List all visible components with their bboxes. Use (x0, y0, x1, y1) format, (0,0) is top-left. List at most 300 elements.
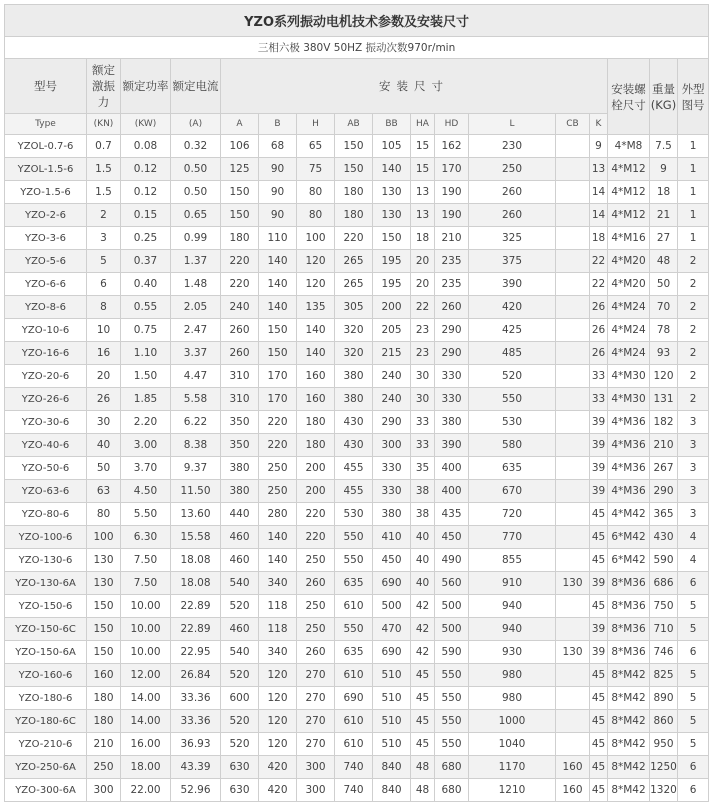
model-cell: YZOL-0.7-6 (5, 135, 87, 158)
table-cell: 0.50 (171, 181, 221, 204)
table-cell (556, 181, 590, 204)
table-cell: 590 (650, 549, 678, 572)
table-cell: 680 (435, 756, 469, 779)
table-cell: 42 (411, 618, 435, 641)
table-cell: 33 (411, 411, 435, 434)
table-cell: 0.55 (121, 296, 171, 319)
table-cell: 6.22 (171, 411, 221, 434)
table-cell: 10 (87, 319, 121, 342)
table-cell (556, 434, 590, 457)
table-cell: 13 (590, 158, 608, 181)
table-cell: 18 (590, 227, 608, 250)
model-cell: YZO-2-6 (5, 204, 87, 227)
table-cell: 235 (435, 273, 469, 296)
table-cell: 4.50 (121, 480, 171, 503)
table-cell: 13 (411, 204, 435, 227)
model-cell: YZO-30-6 (5, 411, 87, 434)
table-cell: 11.50 (171, 480, 221, 503)
table-cell: 1.37 (171, 250, 221, 273)
table-cell: 690 (373, 572, 411, 595)
model-cell: YZO-300-6A (5, 779, 87, 802)
table-cell: 14.00 (121, 687, 171, 710)
table-cell: 140 (259, 273, 297, 296)
table-row (5, 434, 709, 457)
table-cell: 670 (469, 480, 556, 503)
table-row (5, 664, 709, 687)
table-cell: 13.60 (171, 503, 221, 526)
table-cell: 680 (435, 779, 469, 802)
table-cell (556, 158, 590, 181)
header-model: 型号 (5, 59, 87, 114)
table-cell: 8*M42 (608, 687, 650, 710)
table-cell: 610 (335, 664, 373, 687)
table-cell: 250 (469, 158, 556, 181)
table-cell: 550 (435, 687, 469, 710)
table-cell: 390 (469, 273, 556, 296)
table-cell: 45 (590, 664, 608, 687)
table-cell: 39 (590, 457, 608, 480)
table-cell: 630 (221, 779, 259, 802)
table-cell: 4*M24 (608, 296, 650, 319)
table-cell: 210 (650, 434, 678, 457)
table-cell: 150 (221, 181, 259, 204)
table-cell: 950 (650, 733, 678, 756)
table-cell: 15.58 (171, 526, 221, 549)
table-cell: 530 (335, 503, 373, 526)
table-cell: 840 (373, 756, 411, 779)
table-row (5, 158, 709, 181)
table-cell: 215 (373, 342, 411, 365)
table-cell: 150 (87, 595, 121, 618)
table-cell: 330 (373, 457, 411, 480)
table-cell: 8.38 (171, 434, 221, 457)
table-cell: 2 (87, 204, 121, 227)
table-row (5, 181, 709, 204)
table-cell (556, 135, 590, 158)
table-cell: 0.37 (121, 250, 171, 273)
table-subtitle: 三相六极 380V 50HZ 振动次数970r/min (5, 37, 709, 59)
table-cell: 610 (335, 710, 373, 733)
table-cell: 4*M12 (608, 158, 650, 181)
table-cell: 6*M42 (608, 526, 650, 549)
table-cell: 550 (335, 526, 373, 549)
unit-header-cell: HD (435, 114, 469, 135)
table-cell: 4 (678, 526, 709, 549)
table-cell: 45 (590, 779, 608, 802)
table-cell: 140 (259, 526, 297, 549)
table-cell: 45 (590, 549, 608, 572)
table-cell: 2 (678, 342, 709, 365)
table-cell: 39 (590, 572, 608, 595)
table-cell: 390 (435, 434, 469, 457)
table-cell: 635 (335, 572, 373, 595)
table-cell: 68 (259, 135, 297, 158)
model-cell: YZO-210-6 (5, 733, 87, 756)
model-cell: YZO-150-6A (5, 641, 87, 664)
table-cell: 750 (650, 595, 678, 618)
table-cell: 140 (259, 549, 297, 572)
table-cell: 4*M12 (608, 181, 650, 204)
table-cell: 260 (469, 181, 556, 204)
table-cell: 20 (87, 365, 121, 388)
table-cell: 1040 (469, 733, 556, 756)
table-cell: 380 (435, 411, 469, 434)
table-cell: 1.5 (87, 158, 121, 181)
table-cell: 40 (411, 572, 435, 595)
table-cell: 635 (335, 641, 373, 664)
table-cell: 45 (411, 664, 435, 687)
table-cell: 16.00 (121, 733, 171, 756)
table-cell: 455 (335, 457, 373, 480)
table-cell: 230 (469, 135, 556, 158)
table-row (5, 549, 709, 572)
table-cell: 330 (373, 480, 411, 503)
table-cell: 580 (469, 434, 556, 457)
table-cell: 4*M36 (608, 434, 650, 457)
table-cell: 380 (335, 388, 373, 411)
header-install-dimensions: 安装尺寸 (221, 59, 608, 114)
table-cell: 100 (297, 227, 335, 250)
table-row (5, 204, 709, 227)
table-cell: 15 (411, 158, 435, 181)
table-cell (556, 687, 590, 710)
table-cell: 380 (335, 365, 373, 388)
table-cell: 39 (590, 480, 608, 503)
table-cell: 14.00 (121, 710, 171, 733)
model-cell: YZOL-1.5-6 (5, 158, 87, 181)
table-cell: 310 (221, 365, 259, 388)
table-cell: 162 (435, 135, 469, 158)
table-cell: 500 (435, 595, 469, 618)
table-row (5, 135, 709, 158)
table-cell (556, 411, 590, 434)
table-cell: 63 (87, 480, 121, 503)
table-body (5, 135, 709, 802)
table-cell: 980 (469, 664, 556, 687)
table-cell: 8*M42 (608, 756, 650, 779)
table-cell: 325 (469, 227, 556, 250)
unit-header-cell: A (221, 114, 259, 135)
table-cell: 600 (221, 687, 259, 710)
table-cell: 180 (87, 687, 121, 710)
unit-header-cell: H (297, 114, 335, 135)
table-cell: 14 (590, 181, 608, 204)
table-cell: 460 (221, 549, 259, 572)
model-cell: YZO-160-6 (5, 664, 87, 687)
unit-header-cell: L (469, 114, 556, 135)
table-cell: 42 (411, 595, 435, 618)
table-cell: 910 (469, 572, 556, 595)
table-cell: 320 (335, 319, 373, 342)
table-cell: 6 (678, 779, 709, 802)
table-cell: 4*M12 (608, 204, 650, 227)
table-cell: 1.10 (121, 342, 171, 365)
table-row (5, 503, 709, 526)
unit-header-cell: (KN) (87, 114, 121, 135)
table-cell: 140 (297, 319, 335, 342)
table-cell: 550 (435, 710, 469, 733)
table-cell: 930 (469, 641, 556, 664)
table-cell: 510 (373, 664, 411, 687)
table-cell: 10.00 (121, 618, 171, 641)
table-cell: 40 (411, 549, 435, 572)
table-cell: 4*M30 (608, 365, 650, 388)
table-cell: 520 (469, 365, 556, 388)
header-force: 额定激振力 (87, 59, 121, 114)
table-cell: 180 (297, 434, 335, 457)
table-cell: 39 (590, 434, 608, 457)
table-cell: 2 (678, 365, 709, 388)
table-cell: 182 (650, 411, 678, 434)
table-cell: 550 (435, 733, 469, 756)
table-cell: 5.58 (171, 388, 221, 411)
table-cell: 3 (678, 411, 709, 434)
table-cell: 250 (297, 549, 335, 572)
table-cell: 240 (221, 296, 259, 319)
table-cell: 610 (335, 595, 373, 618)
table-cell: 43.39 (171, 756, 221, 779)
table-cell: 22 (590, 273, 608, 296)
table-cell: 4*M30 (608, 388, 650, 411)
table-cell: 26 (87, 388, 121, 411)
table-cell: 210 (87, 733, 121, 756)
table-cell: 220 (259, 411, 297, 434)
table-cell: 38 (411, 480, 435, 503)
table-cell: 520 (221, 595, 259, 618)
table-cell: 45 (590, 756, 608, 779)
table-cell: 180 (221, 227, 259, 250)
table-cell: 520 (221, 710, 259, 733)
table-cell: 2 (678, 273, 709, 296)
table-cell: 130 (87, 572, 121, 595)
model-cell: YZO-180-6 (5, 687, 87, 710)
table-cell: 180 (87, 710, 121, 733)
table-cell: 140 (373, 158, 411, 181)
table-cell: 1.5 (87, 181, 121, 204)
table-cell: 180 (335, 181, 373, 204)
table-cell: 3.37 (171, 342, 221, 365)
table-cell: 21 (650, 204, 678, 227)
table-row (5, 733, 709, 756)
table-cell: 22.89 (171, 595, 221, 618)
table-cell: 6 (678, 641, 709, 664)
table-cell: 5 (678, 595, 709, 618)
table-cell: 22.95 (171, 641, 221, 664)
table-cell: 320 (335, 342, 373, 365)
table-cell: 350 (221, 434, 259, 457)
table-cell: 30 (411, 388, 435, 411)
table-cell: 7.50 (121, 572, 171, 595)
table-cell: 33 (590, 365, 608, 388)
table-cell: 380 (373, 503, 411, 526)
table-cell: 22 (411, 296, 435, 319)
table-cell: 310 (221, 388, 259, 411)
table-cell: 4*M24 (608, 319, 650, 342)
table-cell: 940 (469, 595, 556, 618)
table-cell: 195 (373, 273, 411, 296)
table-cell: 160 (556, 756, 590, 779)
unit-header-cell: AB (335, 114, 373, 135)
table-row (5, 641, 709, 664)
table-cell: 160 (297, 388, 335, 411)
table-cell: 150 (87, 641, 121, 664)
table-cell: 27 (650, 227, 678, 250)
table-cell: 380 (221, 480, 259, 503)
table-cell: 290 (435, 319, 469, 342)
table-cell: 290 (373, 411, 411, 434)
header-figure: 外型图号 (678, 59, 709, 135)
table-cell: 130 (556, 641, 590, 664)
table-cell: 10.00 (121, 595, 171, 618)
table-cell: 0.12 (121, 158, 171, 181)
table-cell: 220 (259, 434, 297, 457)
model-cell: YZO-10-6 (5, 319, 87, 342)
table-cell: 350 (221, 411, 259, 434)
table-cell: 23 (411, 342, 435, 365)
table-cell: 770 (469, 526, 556, 549)
table-cell: 0.40 (121, 273, 171, 296)
table-cell: 1210 (469, 779, 556, 802)
table-cell: 48 (650, 250, 678, 273)
table-cell: 540 (221, 572, 259, 595)
table-row (5, 572, 709, 595)
table-cell (556, 595, 590, 618)
table-cell: 4*M36 (608, 411, 650, 434)
model-cell: YZO-40-6 (5, 434, 87, 457)
table-cell: 260 (221, 342, 259, 365)
table-cell: 1250 (650, 756, 678, 779)
table-cell: 290 (650, 480, 678, 503)
table-cell: 35 (411, 457, 435, 480)
table-cell: 8 (87, 296, 121, 319)
table-cell: 14 (590, 204, 608, 227)
table-cell: 33.36 (171, 687, 221, 710)
table-cell: 1 (678, 135, 709, 158)
table-row (5, 411, 709, 434)
table-cell: 170 (259, 388, 297, 411)
table-cell: 131 (650, 388, 678, 411)
table-cell: 510 (373, 687, 411, 710)
table-row (5, 319, 709, 342)
table-row (5, 710, 709, 733)
unit-header-cell: HA (411, 114, 435, 135)
table-cell: 38 (411, 503, 435, 526)
table-cell: 375 (469, 250, 556, 273)
table-cell: 2.05 (171, 296, 221, 319)
table-cell: 0.99 (171, 227, 221, 250)
header-weight: 重量(KG) (650, 59, 678, 135)
unit-header-cell: BB (373, 114, 411, 135)
table-cell: 470 (373, 618, 411, 641)
table-cell: 105 (373, 135, 411, 158)
table-row (5, 687, 709, 710)
table-cell: 690 (373, 641, 411, 664)
model-cell: YZO-150-6C (5, 618, 87, 641)
table-cell: 8*M42 (608, 664, 650, 687)
table-cell: 260 (297, 572, 335, 595)
table-cell: 1 (678, 204, 709, 227)
table-cell: 0.32 (171, 135, 221, 158)
table-cell: 5 (87, 250, 121, 273)
table-cell: 500 (373, 595, 411, 618)
table-row (5, 227, 709, 250)
table-cell: 400 (435, 457, 469, 480)
table-cell: 220 (297, 503, 335, 526)
table-cell: 1.85 (121, 388, 171, 411)
table-cell: 365 (650, 503, 678, 526)
table-cell: 80 (297, 181, 335, 204)
table-cell (556, 618, 590, 641)
table-cell: 100 (87, 526, 121, 549)
table-cell: 78 (650, 319, 678, 342)
table-cell: 485 (469, 342, 556, 365)
table-cell: 4*M20 (608, 250, 650, 273)
table-cell: 590 (435, 641, 469, 664)
table-cell: 120 (297, 250, 335, 273)
table-cell: 2.47 (171, 319, 221, 342)
table-cell: 18 (411, 227, 435, 250)
table-cell: 690 (335, 687, 373, 710)
table-cell: 150 (335, 135, 373, 158)
table-cell: 435 (435, 503, 469, 526)
table-cell: 300 (87, 779, 121, 802)
model-cell: YZO-150-6 (5, 595, 87, 618)
table-cell: 22.00 (121, 779, 171, 802)
table-cell: 45 (411, 687, 435, 710)
table-cell: 170 (259, 365, 297, 388)
spec-table (4, 4, 709, 802)
spec-table-container (4, 4, 705, 802)
table-cell: 8*M36 (608, 618, 650, 641)
table-cell: 5 (678, 710, 709, 733)
table-cell: 430 (650, 526, 678, 549)
table-cell: 16 (87, 342, 121, 365)
table-cell: 510 (373, 733, 411, 756)
unit-header-cell: Type (5, 114, 87, 135)
table-cell: 200 (297, 480, 335, 503)
table-cell: 630 (221, 756, 259, 779)
table-cell: 45 (411, 733, 435, 756)
table-cell: 420 (259, 756, 297, 779)
table-row (5, 595, 709, 618)
table-cell: 20 (411, 273, 435, 296)
table-cell: 420 (469, 296, 556, 319)
table-cell: 130 (556, 572, 590, 595)
table-cell: 740 (335, 779, 373, 802)
table-cell: 1 (678, 158, 709, 181)
table-cell: 22 (590, 250, 608, 273)
table-cell: 5 (678, 733, 709, 756)
table-cell: 26 (590, 319, 608, 342)
table-cell: 7.5 (650, 135, 678, 158)
table-cell: 106 (221, 135, 259, 158)
table-cell: 855 (469, 549, 556, 572)
table-cell: 9.37 (171, 457, 221, 480)
table-cell: 250 (297, 595, 335, 618)
table-cell: 26 (590, 296, 608, 319)
table-cell: 2 (678, 250, 709, 273)
table-cell: 150 (221, 204, 259, 227)
table-cell: 8*M36 (608, 595, 650, 618)
table-cell: 1000 (469, 710, 556, 733)
table-cell: 80 (87, 503, 121, 526)
table-cell: 265 (335, 250, 373, 273)
table-cell: 746 (650, 641, 678, 664)
table-cell: 22.89 (171, 618, 221, 641)
table-cell: 33 (590, 388, 608, 411)
table-cell: 6 (678, 756, 709, 779)
table-cell: 550 (335, 549, 373, 572)
